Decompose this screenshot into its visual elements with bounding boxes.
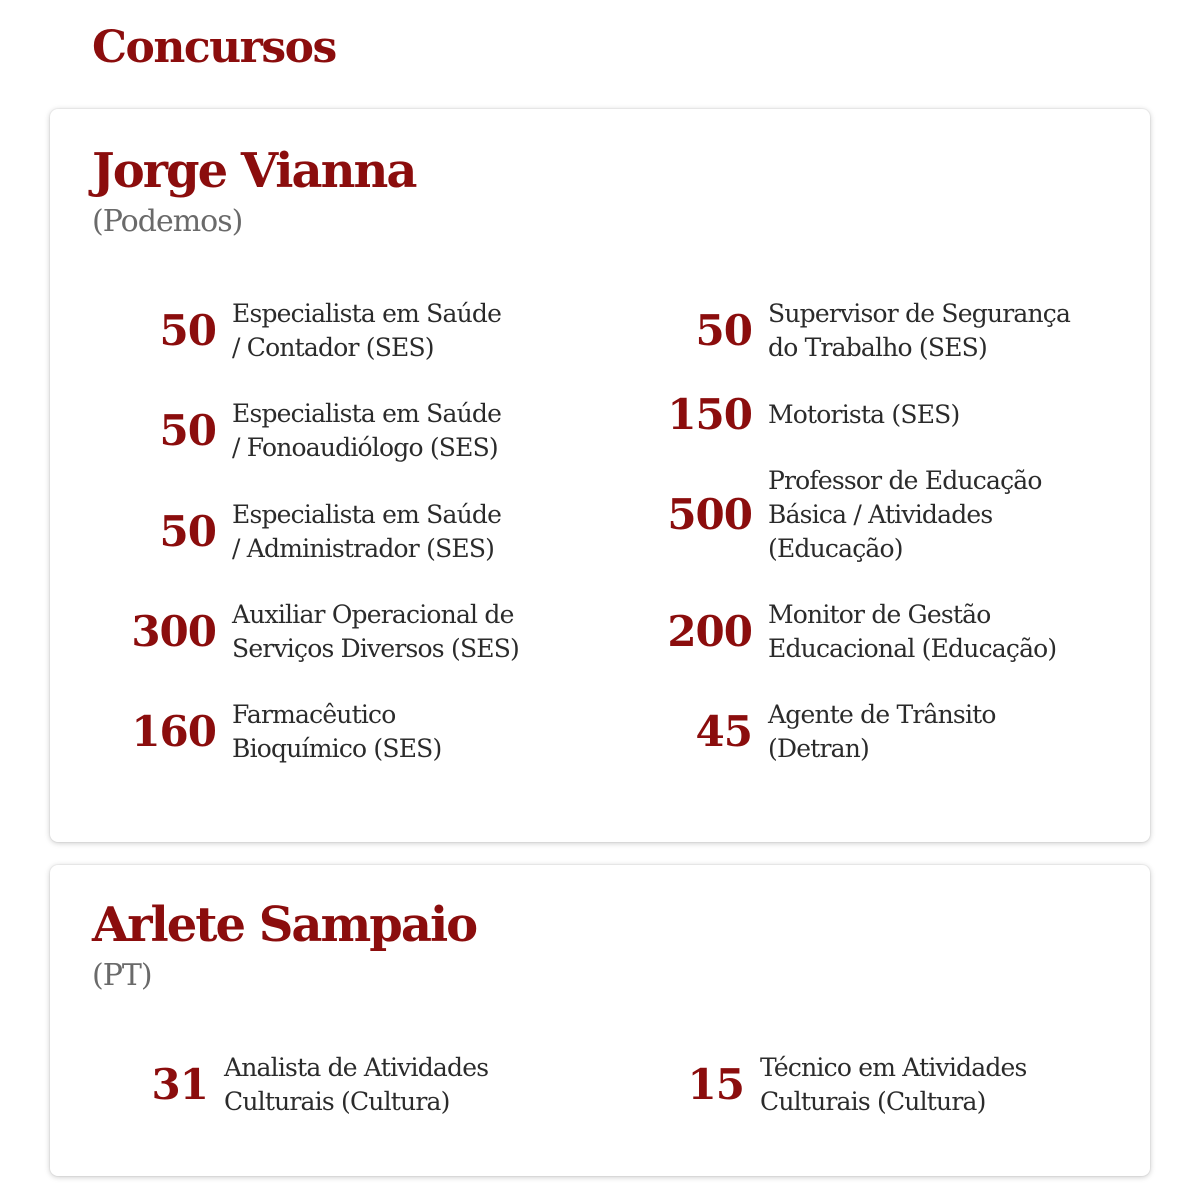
job-title: Especialista em Saúde / Contador (SES) (232, 299, 502, 362)
job-entry (598, 365, 1118, 465)
job-title: Especialista em Saúde / Fonoaudiólogo (SES) (232, 399, 502, 462)
page-title: Concursos (92, 22, 336, 73)
job-entry (98, 381, 578, 481)
job-entry (98, 482, 578, 582)
job-title: Monitor de Gestão Educacional (Educação) (768, 600, 1057, 663)
job-title: Técnico em Atividades Culturais (Cultura) (760, 1053, 1027, 1116)
job-entry (98, 281, 578, 381)
politician-card-arlete-sampaio (50, 865, 1150, 1176)
job-count: 160 (131, 707, 216, 756)
job-count: 50 (159, 306, 216, 355)
job-title: Analista de Atividades Culturais (Cultura) (224, 1053, 489, 1116)
job-count: 300 (131, 607, 216, 656)
job-title: Auxiliar Operacional de Serviços Diversos (SES) (232, 600, 519, 663)
job-count: 50 (159, 406, 216, 455)
job-title: Supervisor de Segurança do Trabalho (SES) (768, 299, 1071, 362)
job-title: Agente de Trânsito (Detran) (768, 700, 996, 763)
party-label: (PT) (92, 958, 152, 993)
party-label: (Podemos) (92, 204, 243, 239)
job-entry (98, 582, 578, 682)
job-count: 200 (667, 607, 752, 656)
job-entry (98, 1035, 578, 1135)
job-entry (598, 1035, 1118, 1135)
job-count: 50 (159, 507, 216, 556)
job-title: Especialista em Saúde / Administrador (SES) (232, 500, 502, 563)
job-entry (598, 465, 1118, 565)
job-title: Farmacêutico Bioquímico (SES) (232, 700, 442, 763)
job-count: 50 (695, 306, 752, 355)
job-entry (98, 682, 578, 782)
politician-card-jorge-vianna (50, 109, 1150, 842)
job-count: 45 (695, 707, 752, 756)
job-count: 15 (687, 1060, 744, 1109)
job-entry (598, 582, 1118, 682)
job-count: 31 (151, 1060, 208, 1109)
politician-name: Arlete Sampaio (92, 897, 477, 953)
job-title: Motorista (SES) (768, 400, 960, 429)
politician-name: Jorge Vianna (92, 143, 416, 199)
job-title: Professor de Educação Básica / Atividades (Educação) (768, 466, 1042, 563)
job-count: 500 (667, 490, 752, 539)
job-entry (598, 682, 1118, 782)
job-count: 150 (667, 390, 752, 439)
